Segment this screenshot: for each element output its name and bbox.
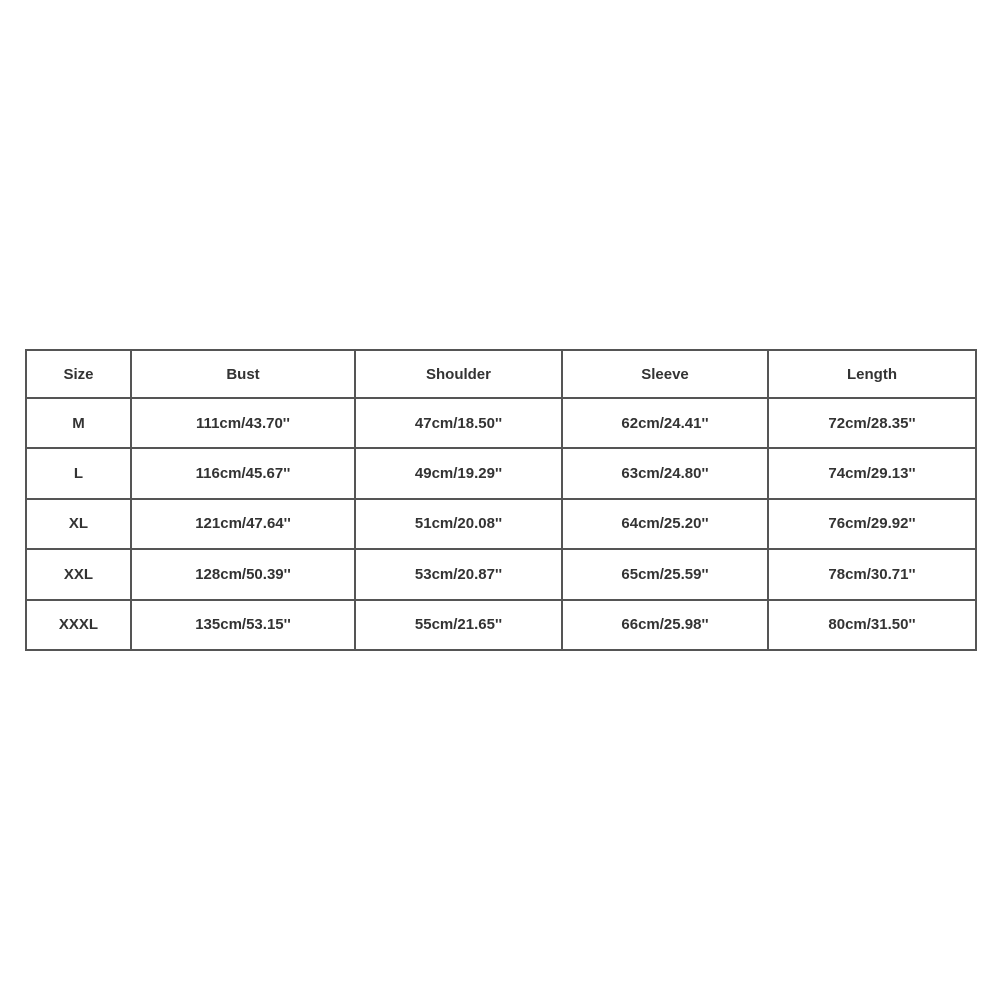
cell-size: XXXL bbox=[26, 600, 131, 650]
table-header-row bbox=[26, 350, 976, 398]
header-shoulder: Shoulder bbox=[355, 350, 562, 398]
table-row bbox=[26, 448, 976, 498]
cell-bust: 135cm/53.15'' bbox=[131, 600, 355, 650]
table-row bbox=[26, 549, 976, 599]
cell-sleeve: 65cm/25.59'' bbox=[562, 549, 768, 599]
header-size: Size bbox=[26, 350, 131, 398]
cell-size: XL bbox=[26, 499, 131, 549]
cell-shoulder: 55cm/21.65'' bbox=[355, 600, 562, 650]
cell-bust: 121cm/47.64'' bbox=[131, 499, 355, 549]
cell-sleeve: 64cm/25.20'' bbox=[562, 499, 768, 549]
cell-bust: 116cm/45.67'' bbox=[131, 448, 355, 498]
cell-shoulder: 49cm/19.29'' bbox=[355, 448, 562, 498]
table-row bbox=[26, 600, 976, 650]
cell-sleeve: 62cm/24.41'' bbox=[562, 398, 768, 448]
cell-sleeve: 66cm/25.98'' bbox=[562, 600, 768, 650]
cell-length: 80cm/31.50'' bbox=[768, 600, 976, 650]
table-row bbox=[26, 398, 976, 448]
cell-size: L bbox=[26, 448, 131, 498]
cell-shoulder: 53cm/20.87'' bbox=[355, 549, 562, 599]
header-length: Length bbox=[768, 350, 976, 398]
cell-length: 76cm/29.92'' bbox=[768, 499, 976, 549]
header-sleeve: Sleeve bbox=[562, 350, 768, 398]
cell-length: 74cm/29.13'' bbox=[768, 448, 976, 498]
header-bust: Bust bbox=[131, 350, 355, 398]
cell-bust: 111cm/43.70'' bbox=[131, 398, 355, 448]
cell-bust: 128cm/50.39'' bbox=[131, 549, 355, 599]
cell-shoulder: 47cm/18.50'' bbox=[355, 398, 562, 448]
cell-size: M bbox=[26, 398, 131, 448]
size-chart-table bbox=[25, 349, 977, 651]
cell-shoulder: 51cm/20.08'' bbox=[355, 499, 562, 549]
cell-size: XXL bbox=[26, 549, 131, 599]
table-row bbox=[26, 499, 976, 549]
cell-sleeve: 63cm/24.80'' bbox=[562, 448, 768, 498]
cell-length: 78cm/30.71'' bbox=[768, 549, 976, 599]
cell-length: 72cm/28.35'' bbox=[768, 398, 976, 448]
